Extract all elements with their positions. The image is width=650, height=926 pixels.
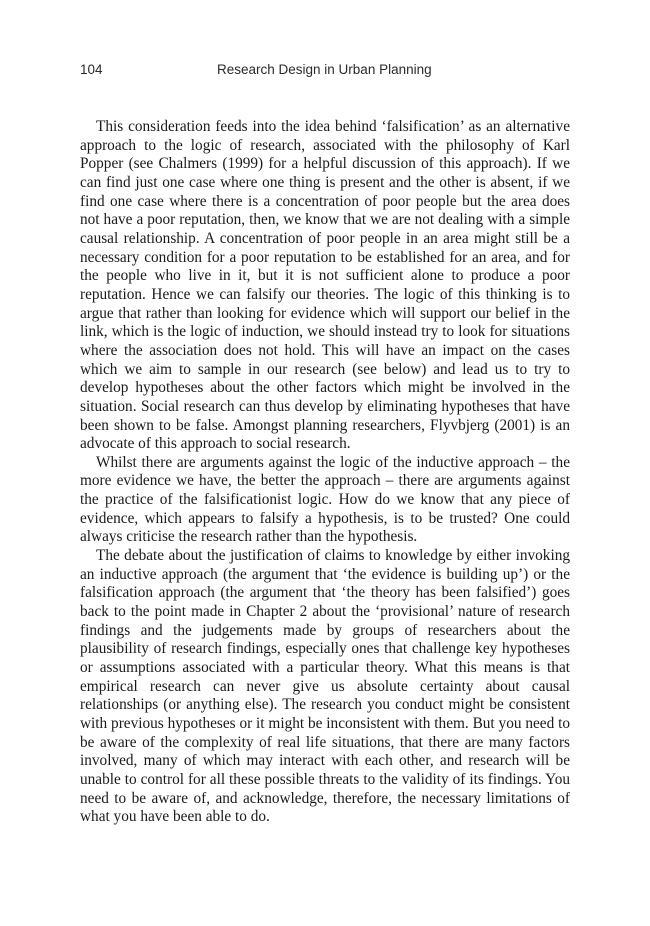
paragraph: Whilst there are arguments against the logic of the inductive approach – the more evidence we have, the better the approach – there are arguments against the practice of the falsificationist logic. How do we know that any piece of evidence, which appears to falsify a hypothesis, is to be trusted? One could always criticise the research rather than the hypothesis.: [80, 453, 570, 546]
paragraph: The debate about the justification of claims to knowledge by either invoking an inductive approach (the argument that ‘the evidence is building up’) or the falsification approach (the argument that ‘the theory has been falsified’) goes back to the point made in Chapter 2 about the ‘provisional’ nature of research findings and the judgements made by groups of researchers about the plausibility of research findings, especially ones that challenge key hypotheses or assumptions associated with a particular theory. What this means is that empirical research can never give us absolute certainty about causal relationships (or anything else). The research you conduct might be consistent with previous hypotheses or it might be inconsistent with them. But you need to be aware of the complexity of real life situations, that there are many factors involved, many of which may interact with each other, and research will be unable to control for all these possible threats to the validity of its findings. You need to be aware of, and acknowledge, therefore, the necessary limitations of what you have been able to do.: [80, 547, 570, 826]
body-text: [80, 118, 570, 827]
paragraph: This consideration feeds into the idea behind ‘falsification’ as an alternative approach to the logic of research, associated with the philosophy of Karl Popper (see Chalmers (1999) for a helpful discussion of this approach). If we can find just one case where one thing is present and the other is absent, if we find one case where there is a concentration of poor people but the area does not have a poor reputation, then, we know that we are not dealing with a simple causal relationship. A concentration of poor people in an area might still be a necessary condition for a poor reputation to be established for an area, and for the people who live in it, but it is not sufficient alone to produce a poor reputation. Hence we can falsify our theories. The logic of this thinking is to argue that rather than looking for evidence which will support our belief in the link, which is the logic of induction, we should instead try to look for situations where the association does not hold. This will have an impact on the cases which we aim to sample in our research (see below) and lead us to try to develop hypotheses about the other factors which might be involved in the situation. Social research can thus develop by eliminating hypotheses that have been shown to be false. Amongst planning researchers, Flyvbjerg (2001) is an advocate of this approach to social research.: [80, 118, 570, 453]
running-head: [80, 62, 570, 82]
page-number: 104: [80, 62, 103, 77]
book-title: Research Design in Urban Planning: [217, 62, 432, 77]
